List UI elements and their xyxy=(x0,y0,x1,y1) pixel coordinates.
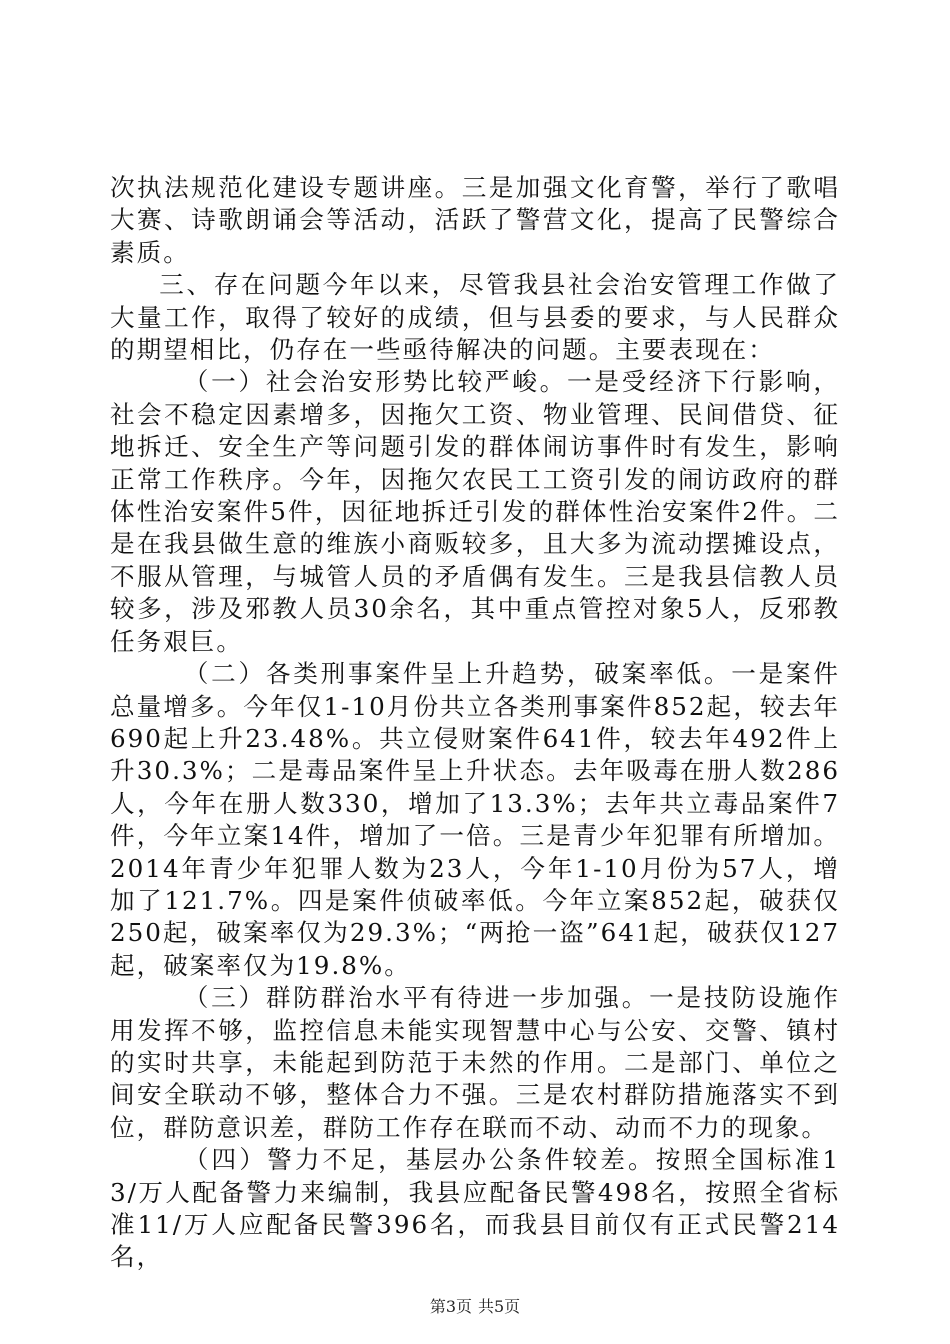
paragraph-issue-three: （三）群防群治水平有待进一步加强。一是技防设施作用发挥不够，监控信息未能实现智慧中心与公安、交警、镇村的实时共享，未能起到防范于未然的作用。二是部门、单位之间安全联动不够，整体合力不强。三是农村群防措施落实不到位，群防意识差，群防工作存在联而不动、动而不力的现象。 xyxy=(110,983,840,1142)
paragraph-continuation: 次执法规范化建设专题讲座。三是加强文化育警，举行了歌唱大赛、诗歌朗诵会等活动，活跃了警营文化，提高了民警综合素质。 xyxy=(110,173,840,267)
document-body xyxy=(110,172,840,1274)
paragraph-issue-two: （二）各类刑事案件呈上升趋势，破案率低。一是案件总量增多。今年仅1-10月份共立各类刑事案件852起，较去年690起上升23.48%。共立侵财案件641件，较去年492件上升30.3%；二是毒品案件呈上升状态。去年吸毒在册人数286人，今年在册人数330，增加了13.3%；去年共立毒品案件7件，今年立案14件，增加了一倍。三是青少年犯罪有所增加。2014年青少年犯罪人数为23人，今年1-10月份为57人，增加了121.7%。四是案件侦破率低。今年立案852起，破获仅250起，破案率仅为29.3%；“两抢一盗”641起，破获仅127起，破案率仅为19.8%。 xyxy=(110,659,840,980)
page-total: 共5页 xyxy=(478,1297,521,1316)
paragraph-section-three: 三、存在问题今年以来，尽管我县社会治安管理工作做了大量工作，取得了较好的成绩，但与县委的要求，与人民群众的期望相比，仍存在一些亟待解决的问题。主要表现在： xyxy=(110,270,840,365)
page-number: 第3页 xyxy=(429,1297,472,1316)
paragraph-issue-four: （四）警力不足，基层办公条件较差。按照全国标准13/万人配备警力来编制，我县应配备民警498名，按照全省标准11/万人应配备民警396名，而我县目前仅有正式民警214名， xyxy=(110,1145,840,1272)
page-footer xyxy=(0,1297,950,1317)
paragraph-issue-one: （一）社会治安形势比较严峻。一是受经济下行影响，社会不稳定因素增多，因拖欠工资、物业管理、民间借贷、征地拆迁、安全生产等问题引发的群体闹访事件时有发生，影响正常工作秩序。今年，因拖欠农民工工资引发的闹访政府的群体性治安案件5件，因征地拆迁引发的群体性治安案件2件。二是在我县做生意的维族小商贩较多，且大多为流动摆摊设点，不服从管理，与城管人员的矛盾偶有发生。三是我县信教人员较多，涉及邪教人员30余名，其中重点管控对象5人，反邪教任务艰巨。 xyxy=(110,367,840,656)
